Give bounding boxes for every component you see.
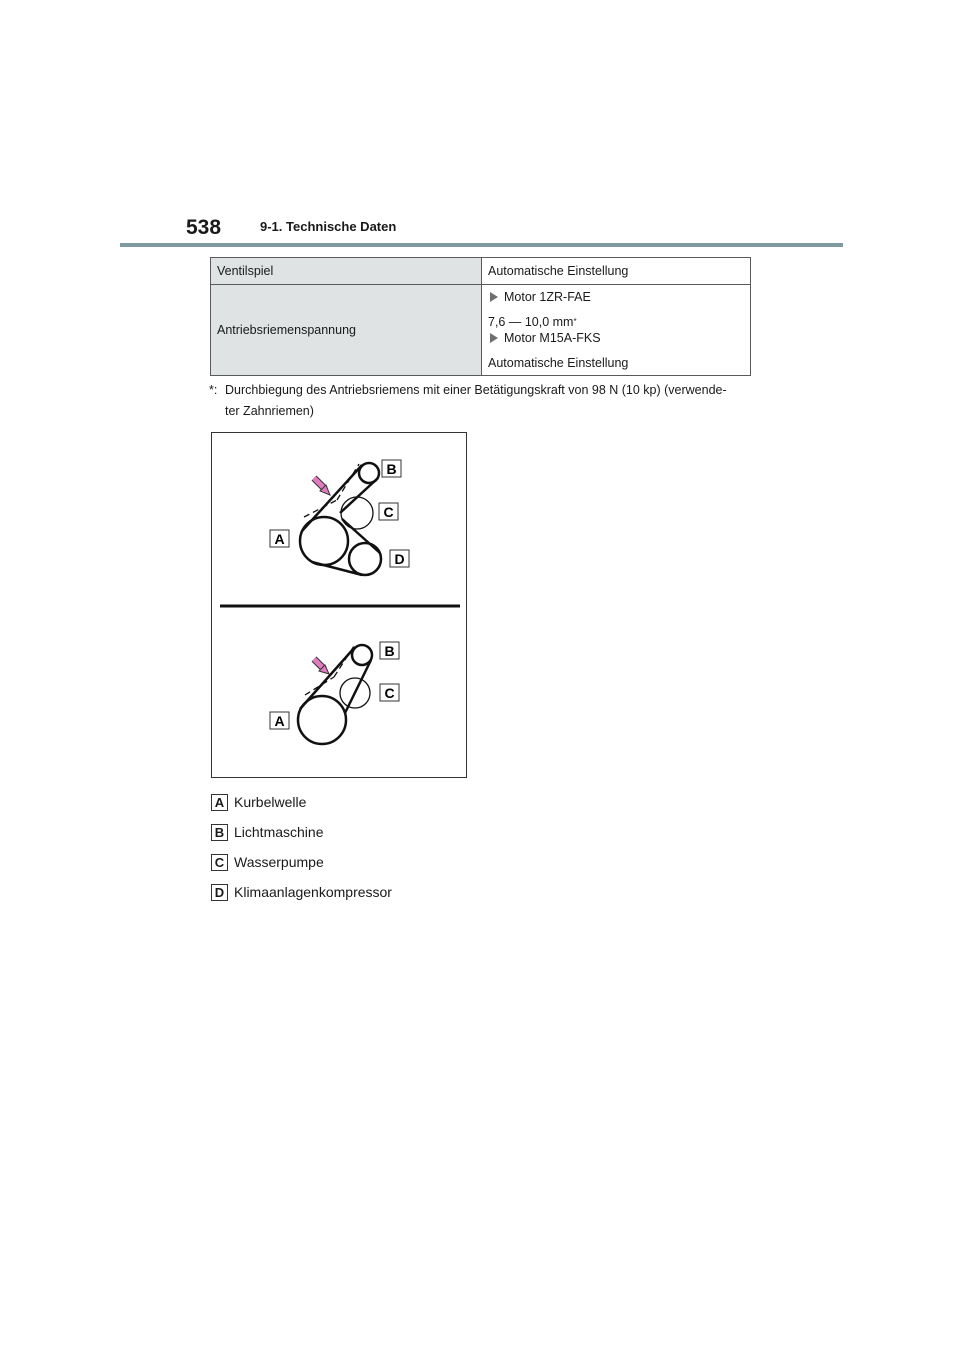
engine-name: Motor 1ZR-FAE (504, 290, 591, 304)
legend-item (211, 847, 392, 877)
spec-table (210, 257, 751, 376)
legend-text: Kurbelwelle (234, 794, 307, 810)
footnote-marker: * (573, 317, 577, 326)
pink-arrow-icon (314, 478, 330, 495)
callout-label: C (383, 504, 394, 520)
legend-text: Wasserpumpe (234, 854, 324, 870)
pink-arrow-icon (314, 659, 329, 674)
callout-label: A (274, 713, 285, 729)
section-title: 9-1. Technische Daten (260, 219, 397, 234)
callout-label: B (386, 461, 397, 477)
engine-value: 7,6 — 10,0 mm (488, 315, 574, 329)
callout-label: B (384, 643, 395, 659)
table-cell-label: Antriebsriemenspannung (211, 285, 482, 376)
callout-label: D (394, 551, 405, 567)
footnote-line: ter Zahnriemen) (225, 404, 314, 418)
engine-value-line (488, 355, 744, 371)
legend-item (211, 787, 392, 817)
legend-key: A (211, 794, 228, 811)
triangle-bullet-icon (490, 292, 498, 302)
engine-value: Automatische Einstellung (488, 356, 629, 370)
pulley-c (341, 497, 373, 529)
belt-segment (312, 562, 362, 575)
table-row (211, 258, 751, 285)
page-number: 538 (186, 216, 222, 239)
footnote-line: Durchbiegung des Antriebsriemens mit einer Betätigungskraft von 98 N (10 kp) (verwende- (225, 383, 727, 397)
table-cell-value: Automatische Einstellung (482, 258, 751, 285)
table-row (211, 285, 751, 376)
table-cell-value (482, 285, 751, 376)
legend-text: Lichtmaschine (234, 824, 324, 840)
footnote-marker: *: (209, 383, 218, 397)
callout-label: C (384, 685, 395, 701)
belt-routing-figure (211, 432, 467, 778)
pulley-d (349, 543, 381, 575)
deflection-line (304, 500, 337, 517)
legend (211, 787, 392, 907)
footnote (209, 380, 769, 422)
triangle-bullet-icon (490, 333, 498, 343)
table-cell-label: Ventilspiel (211, 258, 482, 285)
legend-item (211, 817, 392, 847)
callout-label: A (274, 531, 285, 547)
deflection-line (337, 464, 359, 500)
header-divider (120, 243, 843, 247)
legend-key: D (211, 884, 228, 901)
belt-diagram-bottom (298, 645, 372, 744)
belt-diagram-svg (212, 433, 468, 779)
legend-item (211, 877, 392, 907)
engine-m15a-line (488, 330, 744, 346)
engine-1zr-line (488, 289, 744, 305)
legend-key: B (211, 824, 228, 841)
legend-text: Klimaanlagenkompressor (234, 884, 392, 900)
deflection-line (334, 646, 354, 677)
engine-value-line (488, 314, 744, 330)
belt-segment (345, 660, 371, 713)
engine-name: Motor M15A-FKS (504, 331, 601, 345)
legend-key: C (211, 854, 228, 871)
belt-diagram-top (300, 463, 381, 575)
